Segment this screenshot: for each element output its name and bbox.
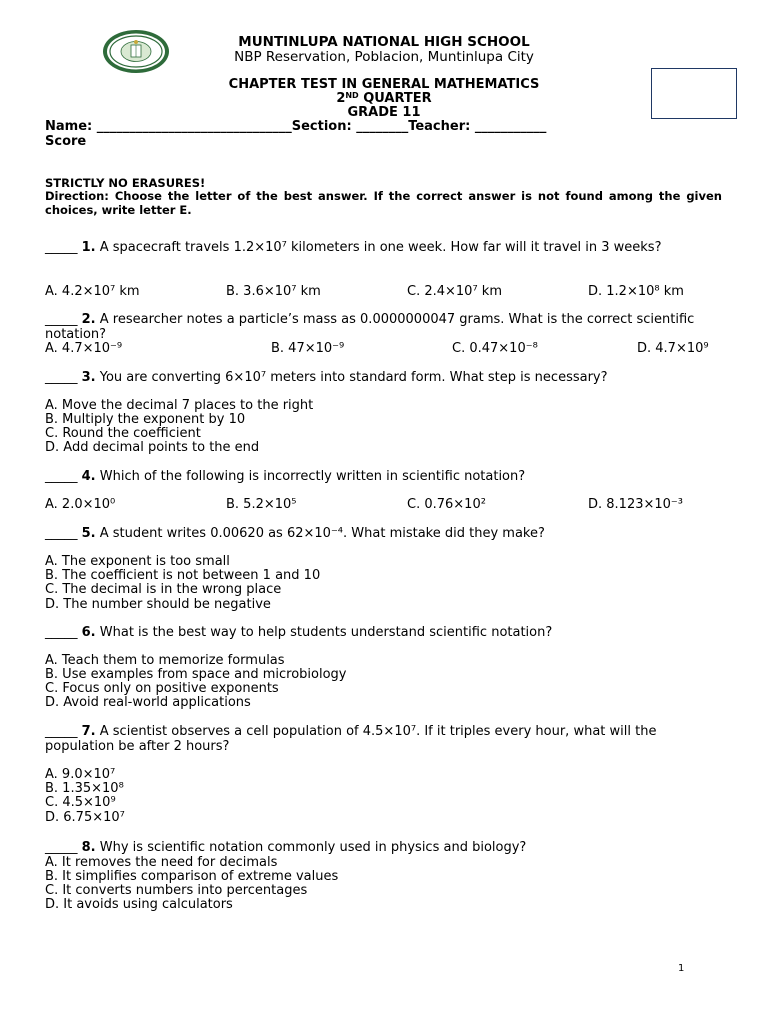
choice-1d: D. 1.2×10⁸ km	[588, 284, 684, 299]
answer-blank[interactable]: _____	[45, 312, 82, 327]
question-text: You are converting 6×10⁷ meters into standard form. What step is necessary?	[95, 370, 608, 385]
choice-2d: D. 4.7×10⁹	[637, 341, 709, 356]
question-text: Why is scientific notation commonly used in physics and biology?	[95, 840, 527, 855]
question-6	[45, 626, 722, 641]
score-box[interactable]	[651, 68, 737, 119]
answer-blank[interactable]: _____	[45, 469, 82, 484]
question-number: 3.	[81, 370, 96, 385]
question-number: 4.	[81, 469, 96, 484]
choice-4a: A. 2.0×10⁰	[45, 497, 116, 512]
question-3	[45, 371, 722, 386]
question-8	[45, 841, 722, 856]
choice-4b: B. 5.2×10⁵	[226, 497, 297, 512]
question-text: A scientist observes a cell population of 4.5×10⁷. If it triples every hour, what will the population be after 2 hours?	[45, 724, 657, 754]
answer-blank[interactable]: _____	[45, 370, 82, 385]
quarter-suffix: ND	[345, 91, 359, 100]
choice-7c: C. 4.5×10⁹	[45, 795, 116, 810]
question-text: Which of the following is incorrectly written in scientific notation?	[95, 469, 526, 484]
test-directions: Direction: Choose the letter of the best answer. If the correct answer is not found among the given choices, write letter E.	[45, 189, 722, 217]
grade-level: GRADE 11	[347, 105, 421, 120]
choice-2b: B. 47×10⁻⁹	[271, 341, 345, 356]
question-number: 6.	[81, 625, 96, 640]
answer-blank[interactable]: _____	[45, 526, 82, 541]
page-number: 1	[678, 963, 685, 974]
question-number: 1.	[81, 240, 96, 255]
answer-blank[interactable]: _____	[45, 840, 82, 855]
quarter-word: QUARTER	[358, 91, 432, 106]
question-text: What is the best way to help students understand scientific notation?	[95, 625, 553, 640]
choice-3b: B. Multiply the exponent by 10	[45, 412, 246, 427]
score-label: Score	[45, 134, 87, 149]
school-address: NBP Reservation, Poblacion, Muntinlupa City	[234, 49, 534, 65]
question-number: 7.	[81, 724, 96, 739]
test-title: CHAPTER TEST IN GENERAL MATHEMATICS	[228, 77, 540, 92]
choice-7a: A. 9.0×10⁷	[45, 767, 116, 782]
choice-7b: B. 1.35×10⁸	[45, 781, 124, 796]
choice-5d: D. The number should be negative	[45, 597, 271, 612]
choice-8c: C. It converts numbers into percentages	[45, 883, 308, 898]
choice-2c: C. 0.47×10⁻⁸	[452, 341, 538, 356]
choice-7d: D. 6.75×10⁷	[45, 810, 125, 825]
choice-6d: D. Avoid real-world applications	[45, 695, 251, 710]
choice-2a: A. 4.7×10⁻⁹	[45, 341, 123, 356]
answer-blank[interactable]: _____	[45, 625, 82, 640]
choice-5a: A. The exponent is too small	[45, 554, 230, 569]
choice-6a: A. Teach them to memorize formulas	[45, 653, 285, 668]
choice-3c: C. Round the coefficient	[45, 426, 201, 441]
choice-4d: D. 8.123×10⁻³	[588, 497, 683, 512]
choice-8a: A. It removes the need for decimals	[45, 855, 278, 870]
answer-blank[interactable]: _____	[45, 240, 82, 255]
choice-8b: B. It simplifies comparison of extreme values	[45, 869, 339, 884]
choice-5c: C. The decimal is in the wrong place	[45, 582, 282, 597]
school-name: MUNTINLUPA NATIONAL HIGH SCHOOL	[238, 34, 530, 50]
quarter-number: 2	[336, 91, 346, 106]
question-1	[45, 241, 722, 256]
question-5	[45, 527, 722, 542]
question-7	[45, 725, 722, 754]
choice-1b: B. 3.6×10⁷ km	[226, 284, 321, 299]
choice-3a: A. Move the decimal 7 places to the right	[45, 398, 314, 413]
choice-3d: D. Add decimal points to the end	[45, 440, 260, 455]
question-text: A researcher notes a particle’s mass as 0.0000000047 grams. What is the correct scientific notation?	[45, 312, 695, 342]
choice-1a: A. 4.2×10⁷ km	[45, 284, 140, 299]
choice-1c: C. 2.4×10⁷ km	[407, 284, 502, 299]
choice-4c: C. 0.76×10²	[407, 497, 486, 512]
question-text: A spacecraft travels 1.2×10⁷ kilometers in one week. How far will it travel in 3 weeks?	[95, 240, 662, 255]
question-4	[45, 470, 722, 485]
question-2	[45, 313, 722, 342]
question-number: 5.	[81, 526, 96, 541]
choice-8d: D. It avoids using calculators	[45, 897, 233, 912]
choice-6c: C. Focus only on positive exponents	[45, 681, 279, 696]
student-info-line[interactable]: Name: ______________________________Section: ________Teacher: ___________	[45, 119, 547, 134]
question-number: 2.	[81, 312, 96, 327]
answer-blank[interactable]: _____	[45, 724, 82, 739]
choice-6b: B. Use examples from space and microbiology	[45, 667, 347, 682]
no-erasures-notice: STRICTLY NO ERASURES!	[45, 176, 206, 190]
question-text: A student writes 0.00620 as 62×10⁻⁴. What mistake did they make?	[95, 526, 545, 541]
choice-5b: B. The coefficient is not between 1 and 10	[45, 568, 321, 583]
question-number: 8.	[81, 840, 96, 855]
